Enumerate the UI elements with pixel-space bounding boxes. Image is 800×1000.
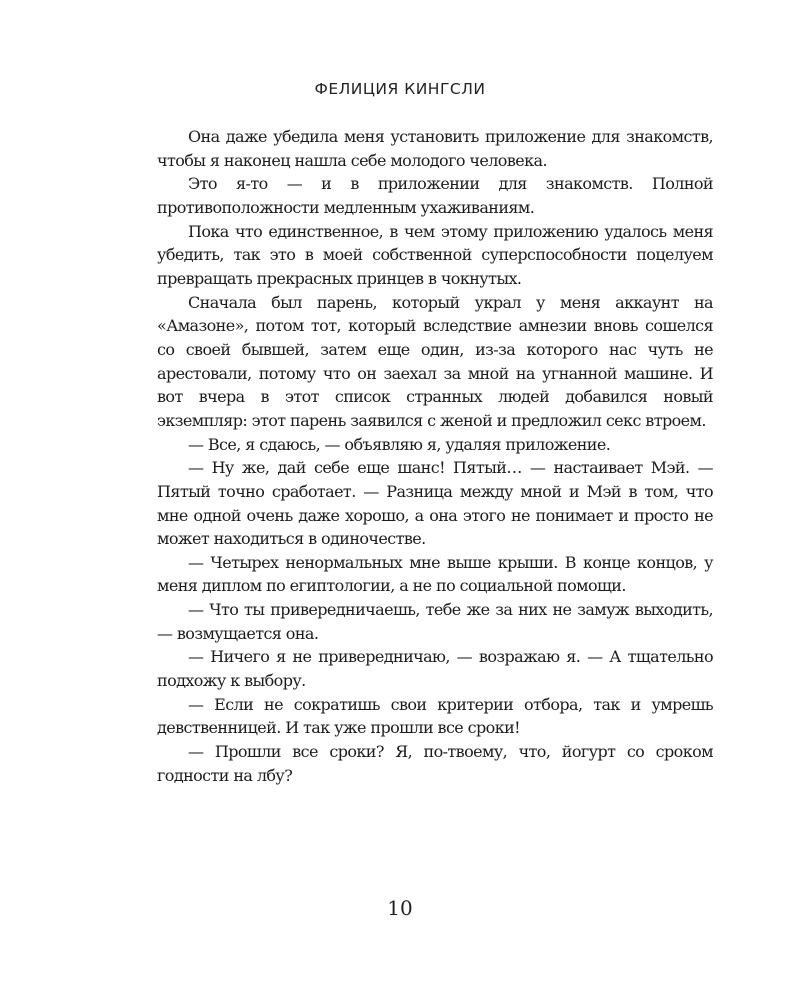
paragraph: Сначала был парень, который украл у меня аккаунт на «Амазоне», потом тот, который вследствие амнезии вновь сошелся со своей бывшей, затем еще один, из-за которого нас чуть не арестовали, потому что он заехал за мной на угнанной машине. И вот вчера в этот список странных людей добавился новый экземпляр: этот парень заявился с женой и предложил секс втроем. [157,292,713,430]
paragraph: Это я-то — и в приложении для знакомств. Полной противоположности медленным ухаживаниям. [157,174,713,217]
paragraph: Пока что единственное, в чем этому приложению удалось меня убедить, так это в моей собственной суперспособности поцелуем превращать прекрасных принцев в чокнутых. [157,221,713,288]
dialogue-line: — Четырех ненормальных мне выше крыши. В конце концов, у меня диплом по египтологии, а не по социальной помощи. [157,552,713,596]
dialogue-line: — Что ты привередничаешь, тебе же за них не замуж выходить, — возмущается она. [157,600,713,643]
dialogue-line: — Ничего я не привередничаю, — возражаю я. — А тщательно подхожу к выбору. [157,647,713,691]
dialogue-line: — Прошли все сроки? Я, по-твоему, что, йогурт со сроком годности на лбу? [157,742,713,785]
body-text [157,125,713,787]
dialogue-line: — Ну же, дай себе еще шанс! Пятый… — настаивает Мэй. — Пятый точно сработает. — Разница между мной и Мэй в том, что мне одной очень даже хорошо, а она этого не понимает и просто не может находиться в одиночестве. [157,458,713,549]
dialogue-line: — Если не сократишь свои критерии отбора, так и умрешь девственницей. И так уже прошли все сроки! [157,694,713,738]
page-number: 10 [387,896,413,920]
running-header: ФЕЛИЦИЯ КИНГСЛИ [314,80,486,98]
paragraph: Она даже убедила меня установить приложение для знакомств, чтобы я наконец нашла себе молодого человека. [157,127,713,170]
dialogue-line: — Все, я сдаюсь, — объявляю я, удаляя приложение. [188,434,611,454]
